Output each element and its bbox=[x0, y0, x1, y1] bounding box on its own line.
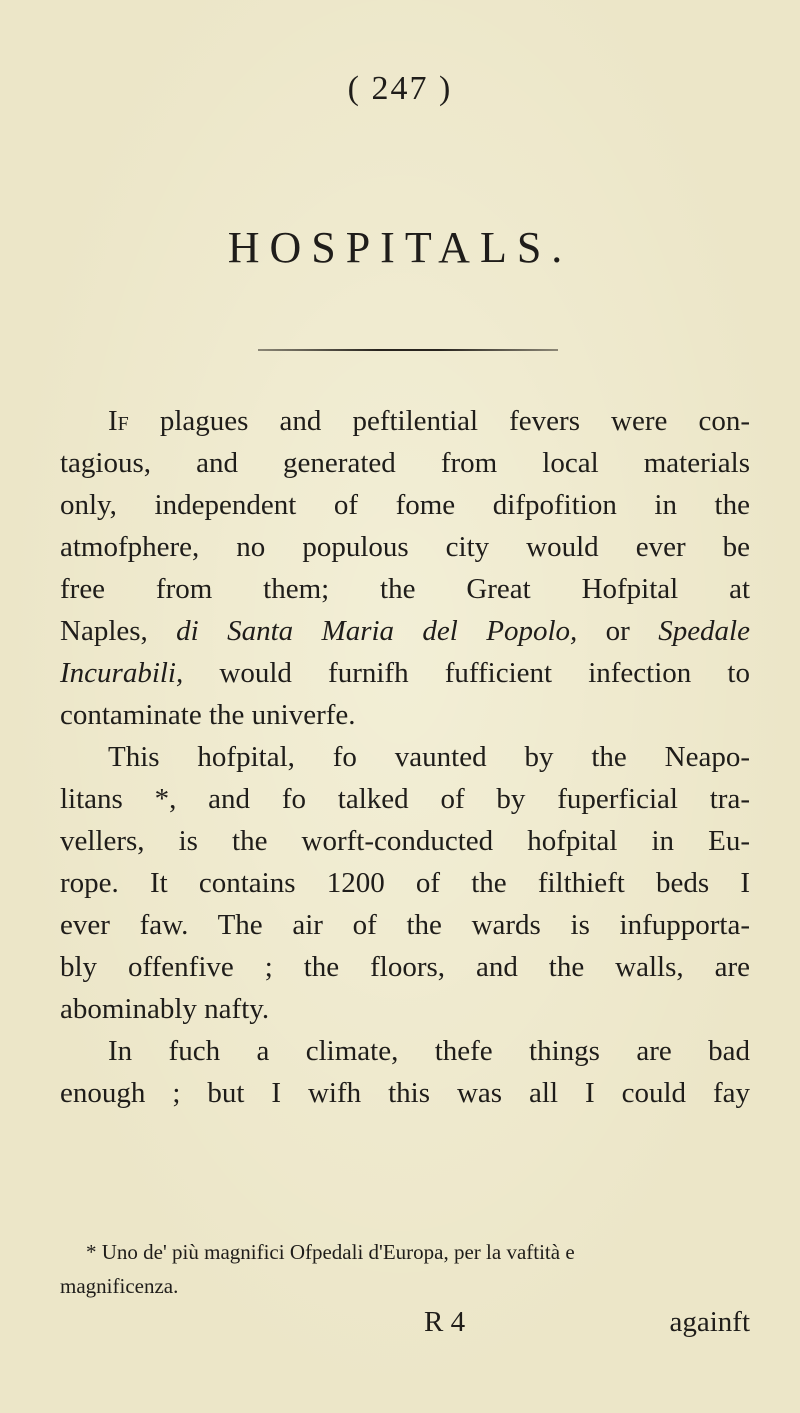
body-line: only, independent of fome difpofition in the bbox=[60, 489, 750, 521]
chapter-heading: HOSPITALS. bbox=[227, 223, 573, 272]
body-line: Incurabili, would furnifh fufficient infection to bbox=[60, 657, 750, 689]
body-line: free from them; the Great Hofpital at bbox=[60, 573, 750, 605]
italic-name: Incurabili, bbox=[60, 657, 184, 689]
italic-name: di Santa Maria del Popolo, bbox=[176, 615, 578, 647]
body-line: atmofphere, no populous city would ever be bbox=[60, 531, 750, 563]
decorative-rule bbox=[258, 349, 558, 351]
body-line: vellers, is the worft-conducted hofpital in Eu- bbox=[60, 825, 750, 857]
body-line: Naples, di Santa Maria del Popolo, or Spedale bbox=[60, 615, 750, 647]
opening-word: If bbox=[108, 405, 129, 437]
signature-mark: R 4 bbox=[424, 1306, 466, 1338]
footnote-line: * Uno de' più magnifici Ofpedali d'Europa, per la vaftità e bbox=[86, 1240, 575, 1264]
page-number: ( 247 ) bbox=[347, 70, 453, 107]
body-line: contaminate the univerfe. bbox=[60, 699, 356, 731]
italic-name: Spedale bbox=[658, 615, 750, 647]
footnote-line: magnificenza. bbox=[60, 1274, 179, 1298]
body-line: rope. It contains 1200 of the filthieft beds I bbox=[60, 867, 750, 899]
body-line: In fuch a climate, thefe things are bad bbox=[108, 1035, 750, 1067]
body-line: tagious, and generated from local materials bbox=[60, 447, 750, 479]
catchword: againft bbox=[669, 1306, 750, 1338]
body-line: ever faw. The air of the wards is infupporta- bbox=[60, 909, 750, 941]
body-line: enough ; but I wifh this was all I could fay bbox=[60, 1077, 750, 1109]
body-text bbox=[60, 400, 750, 1114]
body-line: bly offenfive ; the floors, and the walls, are bbox=[60, 951, 750, 983]
body-line: If plagues and peftilential fevers were con- bbox=[108, 405, 750, 437]
footnote bbox=[60, 1235, 750, 1303]
body-line: abominably nafty. bbox=[60, 993, 270, 1025]
body-line: This hofpital, fo vaunted by the Neapo- bbox=[108, 741, 750, 773]
body-line: litans *, and fo talked of by fuperficial tra- bbox=[60, 783, 750, 815]
